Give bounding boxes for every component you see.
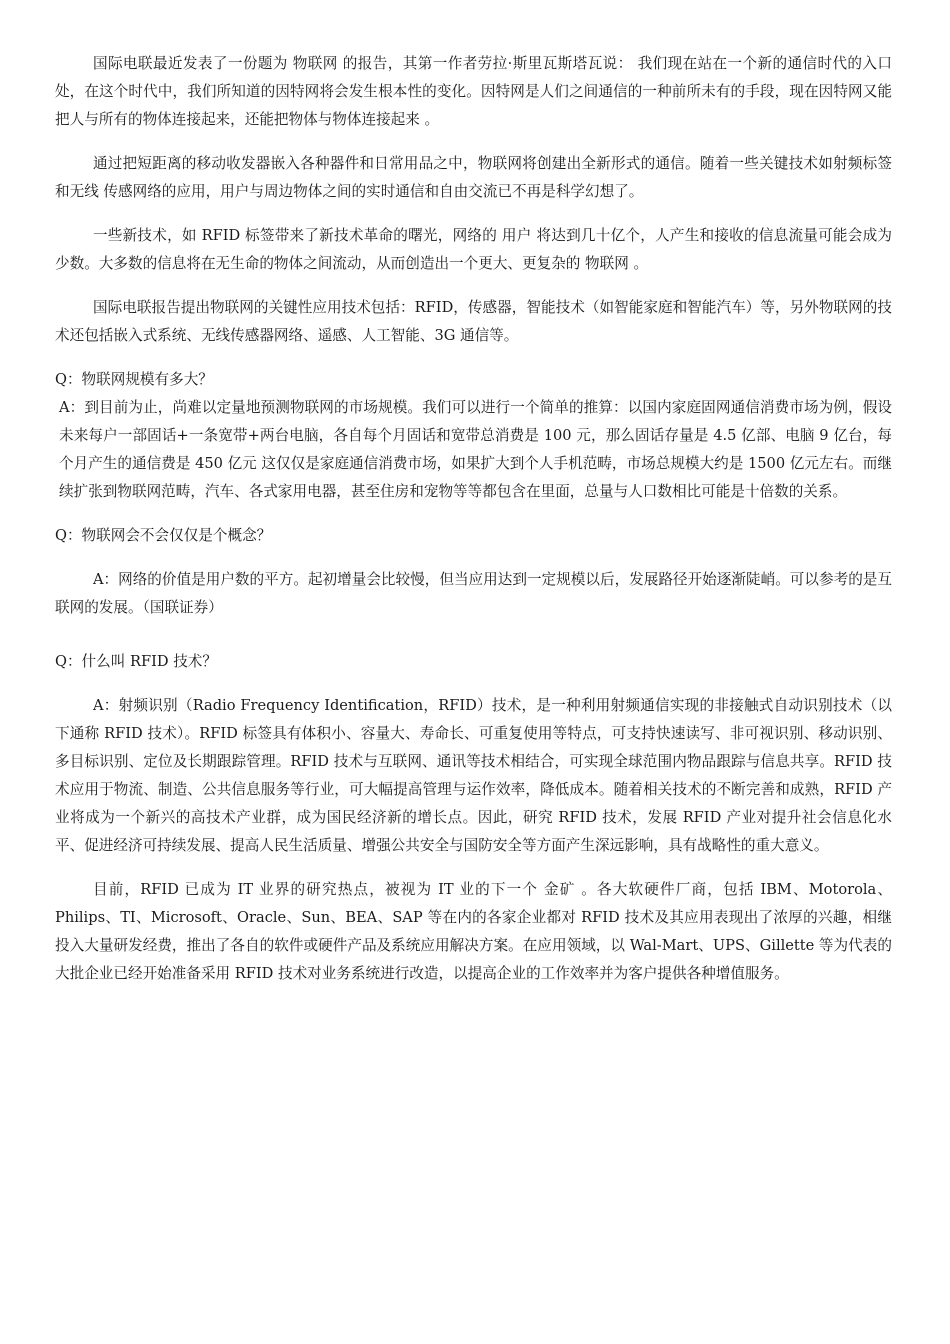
answer-just-concept: A：网络的价值是用户数的平方。起初增量会比较慢，但当应用达到一定规模以后，发展路径开始逐渐陡峭。可以参考的是互联网的发展。（国联证券） xyxy=(55,571,892,616)
answer-what-is-rfid: A：射频识别（Radio Frequency Identification，RFID）技术，是一种利用射频通信实现的非接触式自动识别技术（以下通称 RFID 技术）。RFID 标签具有体积小、容量大、寿命长、可重复使用等特点，可支持快速读写、非可视识别、移动识别、多目标识别、定位及长期跟踪管理。RFID 技术与互联网、通讯等技术相结合，可实现全球范围内物品跟踪与信息共享。RFID 技术应用于物流、制造、公共信息服务等行业，可大幅提高管理与运作效率，降低成本。随着相关技术的不断完善和成熟，RFID 产业将成为一个新兴的高技术产业群，成为国民经济新的增长点。因此，研究 RFID 技术，发展 RFID 产业对提升社会信息化水平、促进经济可持续发展、提高人民生活质量、增强公共安全与国防安全等方面产生深远影响，具有战略性的重大意义。 xyxy=(55,697,892,854)
question-just-concept: Q：物联网会不会仅仅是个概念？ xyxy=(55,527,272,544)
paragraph-rfid-industry: 目前，RFID 已成为 IT 业界的研究热点，被视为 IT 业的下一个 金矿 。各大软硬件厂商，包括 IBM、Motorola、Philips、TI、Microsoft、Oracle、Sun、BEA、SAP 等在内的各家企业都对 RFID 技术及其应用表现出了浓厚的兴趣，相继投入大量研发经费，推出了各自的软件或硬件产品及系统应用解决方案。在应用领域，以 Wal-Mart、UPS、Gillette 等为代表的大批企业已经开始准备采用 RFID 技术对业务系统进行改造，以提高企业的工作效率并为客户提供各种增值服务。 xyxy=(55,881,892,982)
question-market-size: Q：物联网规模有多大？ xyxy=(55,371,213,388)
paragraph-rfid-revolution: 一些新技术，如 RFID 标签带来了新技术革命的曙光，网络的 用户 将达到几十亿个，人产生和接收的信息流量可能会成为少数。大多数的信息将在无生命的物体之间流动，从而创造出一个更大、更复杂的 物联网 。 xyxy=(55,227,892,272)
paragraph-short-range-transceivers: 通过把短距离的移动收发器嵌入各种器件和日常用品之中，物联网将创建出全新形式的通信。随着一些关键技术如射频标签和无线 传感网络的应用，用户与周边物体之间的实时通信和自由交流已不再是科学幻想了。 xyxy=(55,155,892,200)
paragraph-itu-report: 国际电联最近发表了一份题为 物联网 的报告，其第一作者劳拉·斯里瓦斯塔瓦说： 我们现在站在一个新的通信时代的入口处，在这个时代中，我们所知道的因特网将会发生根本性的变化。因特网是人们之间通信的一种前所未有的手段，现在因特网又能把人与所有的物体连接起来，还能把物体与物体连接起来 。 xyxy=(55,55,892,128)
paragraph-key-technologies: 国际电联报告提出物联网的关键性应用技术包括：RFID，传感器，智能技术（如智能家庭和智能汽车）等，另外物联网的技术还包括嵌入式系统、无线传感器网络、遥感、人工智能、3G 通信等。 xyxy=(55,299,892,344)
answer-market-size: A：到目前为止，尚难以定量地预测物联网的市场规模。我们可以进行一个简单的推算：以国内家庭固网通信消费市场为例，假设未来每户一部固话+一条宽带+两台电脑，各自每个月固话和宽带总消费是 100 元，那么固话存量是 4.5 亿部、电脑 9 亿台，每个月产生的通信费是 450 亿元 这仅仅是家庭通信消费市场，如果扩大到个人手机范畴，市场总规模大约是 1500 亿元左右。而继续扩张到物联网范畴，汽车、各式家用电器，甚至住房和宠物等等都包含在里面，总量与人口数相比可能是十倍数的关系。 xyxy=(59,399,892,500)
question-what-is-rfid: Q：什么叫 RFID 技术？ xyxy=(55,653,217,670)
